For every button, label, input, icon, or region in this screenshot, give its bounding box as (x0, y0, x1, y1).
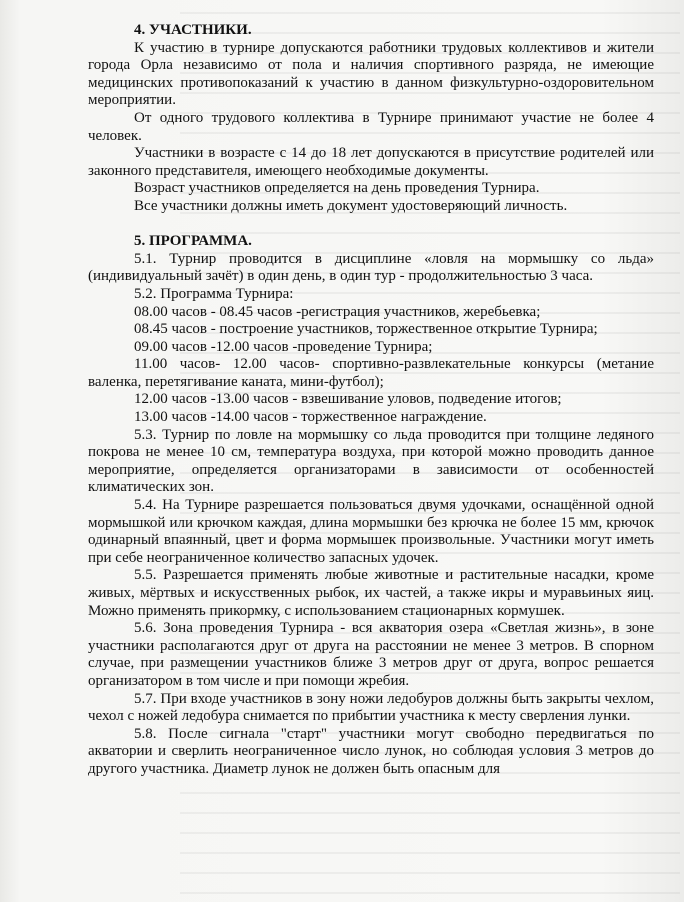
section-4-paragraph: Возраст участников определяется на день проведения Турнира. (134, 180, 540, 197)
clause-5-2: 5.2. Программа Турнира: (134, 285, 294, 302)
document-body (88, 22, 654, 779)
section-4-paragraph: К участию в турнире допускаются работники трудовых коллективов и жители города Орла независимо от пола и наличия спортивного разряда, не имеющие медицинских противопоказаний к участию в данном физкультурно-оздоровительном мероприятии. (88, 39, 654, 109)
schedule-item: 09.00 часов -12.00 часов -проведение Турнира; (134, 338, 433, 355)
section-gap (88, 216, 654, 234)
clause-5-8: 5.8. После сигнала "старт" участники могут свободно передвигаться по акватории и сверлить неограниченное число лунок, но соблюдая условия 3 метров до другого участника. Диаметр лунок не должен быть опасным для (88, 725, 654, 777)
schedule-item: 08.45 часов - построение участников, торжественное открытие Турнира; (134, 321, 598, 338)
schedule-item: 08.00 часов - 08.45 часов -регистрация участников, жеребьевка; (134, 303, 541, 320)
clause-5-1: 5.1. Турнир проводится в дисциплине «ловля на мормышку со льда» (индивидуальный зачёт) в один день, в один тур - продолжительностью 3 часа. (88, 250, 654, 285)
clause-5-5: 5.5. Разрешается применять любые животные и растительные насадки, кроме живых, мёртвых и искусственных рыбок, их частей, а также икры и муравьиных яиц. Можно применять прикормку, с использованием стационарных кормушек. (88, 567, 654, 619)
section-4-paragraph: Участники в возрасте с 14 до 18 лет допускаются в присутствие родителей или законного представителя, имеющего необходимые документы. (88, 145, 654, 179)
section-5-heading: 5. ПРОГРАММА. (134, 233, 252, 250)
clause-5-3: 5.3. Турнир по ловле на мормышку со льда проводится при толщине ледяного покрова не менее 10 см, температура воздуха, при которой можно проводить данное мероприятие, определяется организаторами в зависимости от особенностей климатических зон. (88, 426, 654, 496)
section-4-paragraph: От одного трудового коллектива в Турнире принимают участие не более 4 человек. (88, 109, 654, 144)
section-4-paragraph: Все участники должны иметь документ удостоверяющий личность. (134, 197, 568, 214)
clause-5-6: 5.6. Зона проведения Турнира - вся акватория озера «Светлая жизнь», в зоне участники располагаются друг от друга на расстоянии не менее 3 метров. В спорном случае, при размещении участников ближе 3 метров друг от друга, вопрос решается организатором в том числе и при помощи жребия. (88, 620, 654, 689)
schedule-item: 13.00 часов -14.00 часов - торжественное награждение. (134, 409, 487, 426)
section-4-heading: 4. УЧАСТНИКИ. (134, 22, 252, 38)
clause-5-7: 5.7. При входе участников в зону ножи ледобуров должны быть закрыты чехлом, чехол с ножей ледобура снимается по прибытии участника к месту сверления лунки. (88, 690, 654, 725)
schedule-item: 11.00 часов- 12.00 часов- спортивно-развлекательные конкурсы (метание валенка, перетягивание каната, мини-футбол); (88, 356, 654, 390)
clause-5-4: 5.4. На Турнире разрешается пользоваться двумя удочками, оснащённой одной мормышкой или крючком каждая, длина мормышки без крючка не более 15 мм, крючок одинарный впаянный, цвет и форма мормышек произвольные. Участники могут иметь при себе неограниченное количество запасных удочек. (88, 497, 654, 566)
schedule-item: 12.00 часов -13.00 часов - взвешивание уловов, подведение итогов; (134, 391, 562, 408)
